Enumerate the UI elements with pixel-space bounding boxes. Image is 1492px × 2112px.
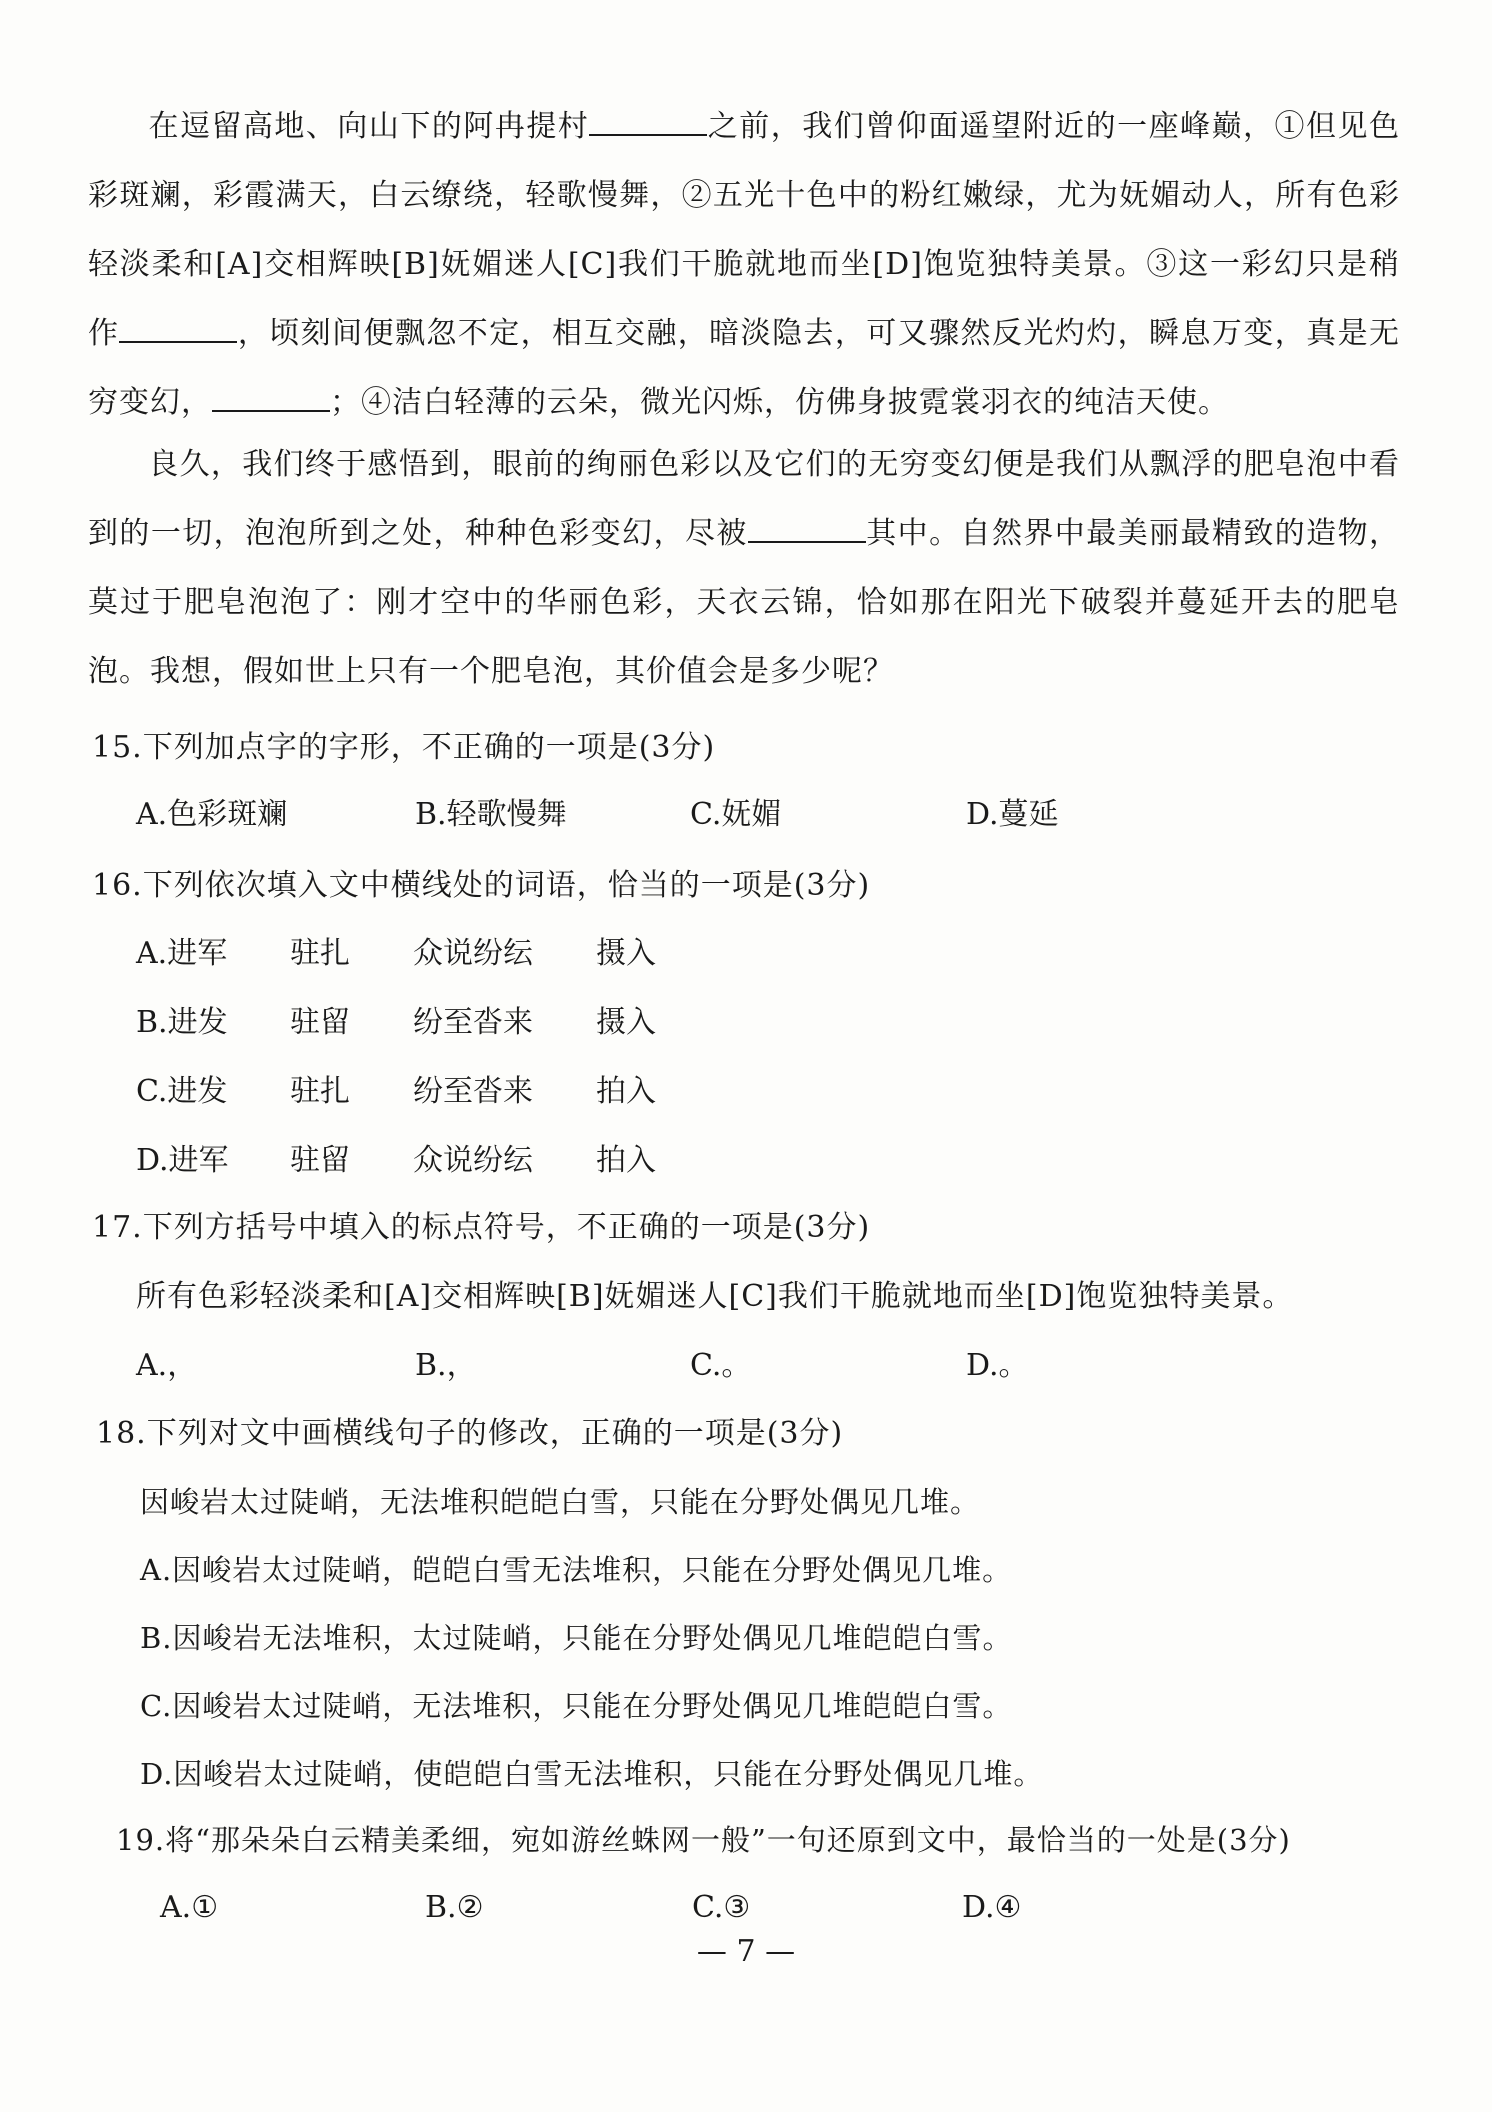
passage-text: ；④洁白轻薄的云朵，微光闪烁，仿佛身披霓裳羽衣的纯洁天使。 (330, 385, 1229, 420)
question-17-option-c: C.。 (690, 1348, 752, 1383)
question-15-option-d: D.蔓延 (966, 797, 1059, 832)
question-18-sentence: 因峻岩太过陡峭，无法堆积皑皑白雪，只能在分野处偶见几堆。 (140, 1485, 981, 1519)
question-16-option-a-word-2: 驻扎 (290, 936, 350, 971)
question-16-option-a-word-3: 众说纷纭 (413, 936, 533, 971)
passage-text: ，顷刻间便飘忽不定，相互交融，暗淡隐去，可又骤然反光灼灼，瞬息万变，真是无穷变幻， (88, 316, 1400, 420)
question-15-option-c: C.妩媚 (690, 797, 782, 832)
question-17-option-b: B.， (415, 1348, 477, 1383)
question-18-stem: 18.下列对文中画横线句子的修改，正确的一项是(3分) (96, 1416, 844, 1451)
question-16-option-a: A.进军 (136, 936, 228, 971)
question-18-option-c: C.因峻岩太过陡峭，无法堆积，只能在分野处偶见几堆皑皑白雪。 (140, 1689, 1013, 1723)
question-16-option-d-word-3: 众说纷纭 (413, 1143, 533, 1178)
passage-text: 在逗留高地、向山下的阿冉提村 (148, 109, 590, 144)
question-15-stem: 15.下列加点字的字形，不正确的一项是(3分) (92, 730, 716, 765)
fill-blank-1 (589, 108, 707, 136)
question-19-option-c: C.③ (692, 1890, 751, 1925)
question-15-option-b: B.轻歌慢舞 (415, 797, 567, 832)
passage-text: 其中。自然界中最美丽最精致的造物，莫过于肥皂泡泡了：刚才空中的华丽色彩，天衣云锦，恰如那在阳光下破裂并蔓延开去的肥皂泡。我想，假如世上只有一个肥皂泡，其价值会是多少呢？ (88, 516, 1401, 689)
question-16-option-d-word-2: 驻留 (290, 1143, 350, 1178)
question-16-option-d-word-4: 拍入 (596, 1143, 656, 1178)
question-18-option-b: B.因峻岩无法堆积，太过陡峭，只能在分野处偶见几堆皑皑白雪。 (140, 1621, 1013, 1655)
question-17-option-a: A.， (136, 1348, 198, 1383)
fill-blank-3 (212, 384, 330, 412)
question-17-stem: 17.下列方括号中填入的标点符号，不正确的一项是(3分) (92, 1210, 871, 1245)
passage-text: 良久，我们终于感悟到，眼前的绚丽色彩以及它们的无穷变幻便是我们从飘浮的肥皂泡中看到的一切，泡泡所到之处，种种色彩变幻，尽被 (88, 447, 1400, 551)
question-18-option-d: D.因峻岩太过陡峭，使皑皑白雪无法堆积，只能在分野处偶见几堆。 (140, 1757, 1044, 1791)
question-16-option-c: C.进发 (136, 1074, 228, 1109)
question-16-option-b-word-3: 纷至沓来 (413, 1005, 533, 1040)
page-number: — 7 — (696, 1934, 796, 1969)
passage-paragraph-2 (88, 430, 1400, 706)
question-19-option-b: B.② (425, 1890, 484, 1925)
fill-blank-2 (119, 315, 237, 343)
question-19-stem: 19.将“那朵朵白云精美柔细，宛如游丝蛛网一般”一句还原到文中，最恰当的一处是(3分) (116, 1823, 1291, 1857)
question-16-option-b: B.进发 (136, 1005, 228, 1040)
question-16-stem: 16.下列依次填入文中横线处的词语，恰当的一项是(3分) (92, 868, 871, 903)
question-16-option-d: D.进军 (136, 1143, 229, 1178)
question-16-option-c-word-2: 驻扎 (290, 1074, 350, 1109)
question-16-option-a-word-4: 摄入 (596, 936, 656, 971)
question-16-option-c-word-3: 纷至沓来 (413, 1074, 533, 1109)
question-17-option-d: D.。 (966, 1348, 1029, 1383)
question-16-option-b-word-2: 驻留 (290, 1005, 350, 1040)
question-18-option-a: A.因峻岩太过陡峭，皑皑白雪无法堆积，只能在分野处偶见几堆。 (140, 1553, 1013, 1587)
passage-text: 之前，我们曾仰面遥望附近的一座峰巅，①但见色彩斑斓，彩霞满天，白云缭绕，轻歌慢舞，②五光十色中的粉红嫩绿，尤为妩媚动人，所有色彩轻淡柔和[A]交相辉映[B]妩媚迷人[C]我们干脆就地而坐[D]饱览独特美景。③这一彩幻只是稍作 (88, 109, 1400, 351)
passage-paragraph-1 (88, 92, 1400, 437)
question-19-option-d: D.④ (962, 1890, 1022, 1925)
question-16-option-b-word-4: 摄入 (596, 1005, 656, 1040)
question-16-option-c-word-4: 拍入 (596, 1074, 656, 1109)
question-17-sentence: 所有色彩轻淡柔和[A]交相辉映[B]妩媚迷人[C]我们干脆就地而坐[D]饱览独特美景。 (136, 1279, 1294, 1314)
fill-blank-4 (748, 515, 866, 543)
question-19-option-a: A.① (160, 1890, 219, 1925)
question-15-option-a: A.色彩斑斓 (136, 797, 288, 832)
